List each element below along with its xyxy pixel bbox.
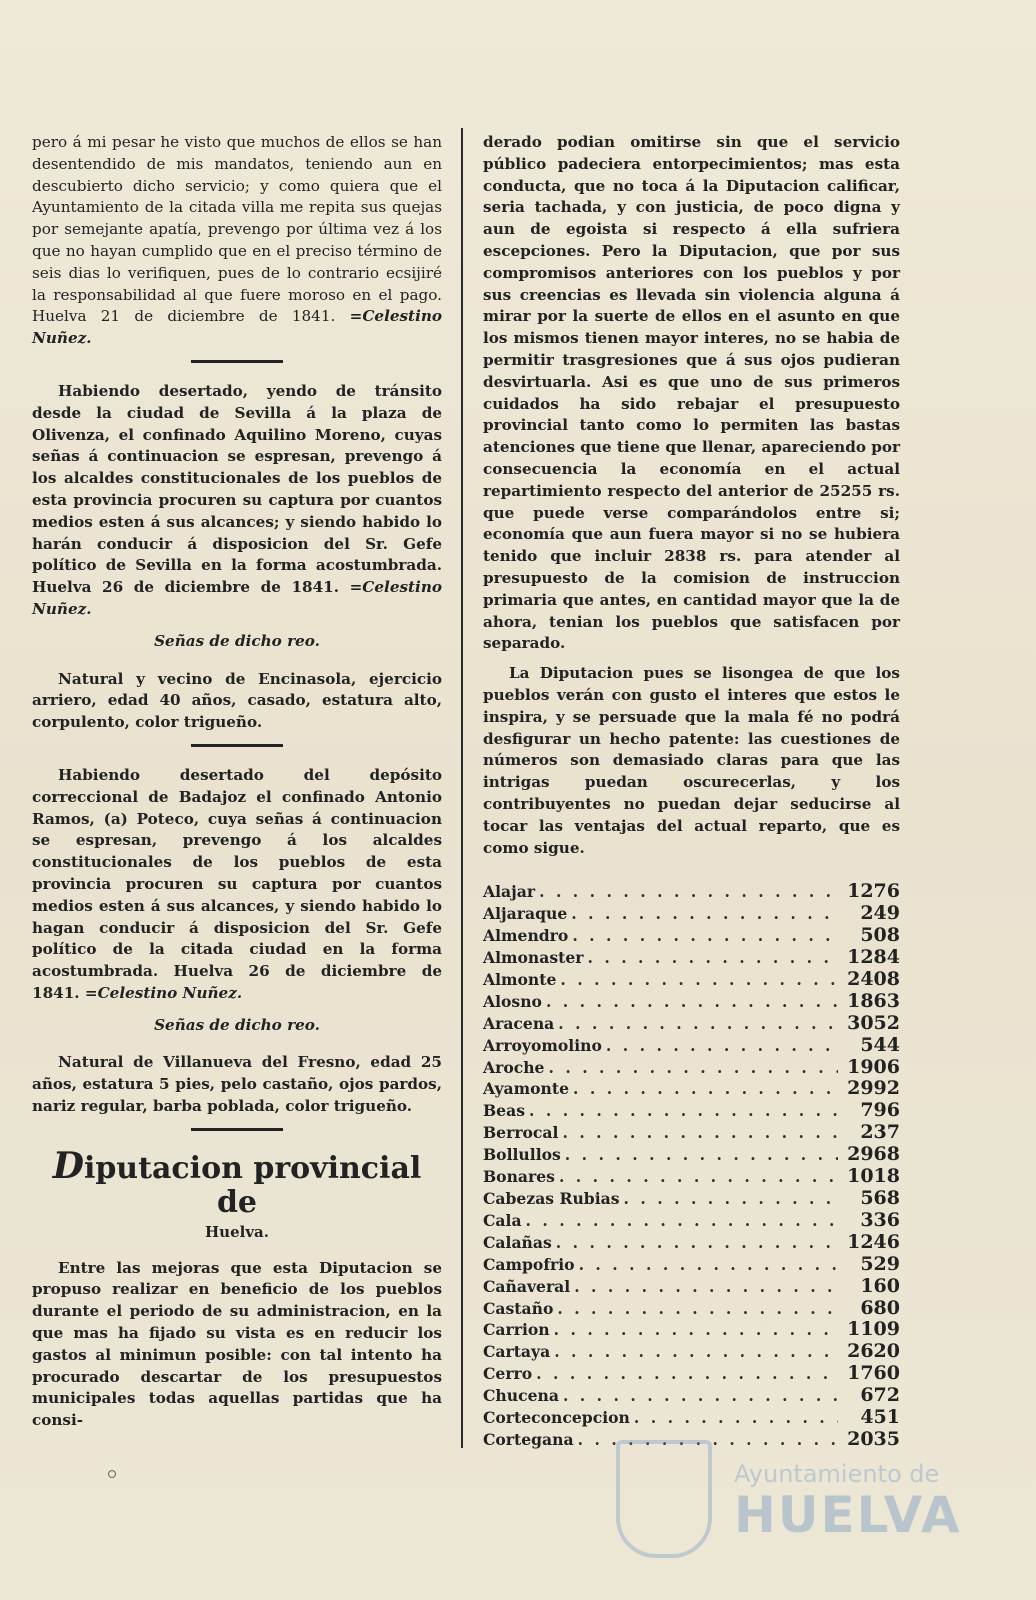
table-row (483, 1100, 900, 1122)
town-value: 672 (860, 1384, 900, 1407)
table-row (483, 1210, 900, 1232)
table-row (483, 925, 900, 947)
table-row (483, 1276, 900, 1298)
paragraph: La Diputacion pues se lisongea de que los pueblos verán con gusto el interes que estos le inspira, y se persuade que la mala fé no podrá desfigurar un hecho patente: las cuestiones de números son demasiado claras para que las intrigas puedan oscurecerlas, y los contribuyentes no puedan dejar seducirse al tocar las ventajas del actual reparto, que es como sigue. (483, 664, 900, 857)
town-value: 544 (860, 1033, 900, 1056)
leader-dots (571, 903, 838, 925)
town-value: 508 (860, 924, 900, 947)
leader-dots (548, 1057, 838, 1079)
town-name: Berrocal (483, 1123, 559, 1143)
table-row (483, 1078, 900, 1100)
town-value: 2035 (847, 1427, 900, 1450)
signature: =Celestino Nuñez. (84, 983, 243, 1002)
town-value: 3052 (847, 1011, 900, 1034)
leader-dots (539, 881, 838, 903)
table-row (483, 1298, 900, 1320)
town-name: Campofrio (483, 1254, 575, 1274)
leader-dots (536, 1363, 838, 1385)
town-name: Carrion (483, 1320, 550, 1340)
heading-initial: D (52, 1144, 84, 1187)
town-value: 680 (860, 1296, 900, 1319)
table-row (483, 1144, 900, 1166)
paragraph: Entre las mejoras que esta Diputacion se propuso realizar en beneficio de los pueblos durante el periodo de su administracion, en la que mas ha fijado su vista es en reducir los gastos al minimun posible: con tal intento ha procurado descartar de los presupuestos municipales todas aquellas partidas que ha consi- (32, 1258, 442, 1430)
table-row (483, 1035, 900, 1057)
town-name: Ayamonte (483, 1079, 569, 1099)
section-rule (191, 1128, 283, 1131)
town-value: 237 (860, 1121, 900, 1144)
town-name: Calañas (483, 1232, 552, 1252)
paragraph: Habiendo desertado, yendo de tránsito desde la ciudad de Sevilla á la plaza de Olivenza, el confinado Aquilino Moreno, cuyas señas á continuacion se espresan, prevengo á los alcaldes constitucionales de los pueblos de esta provincia procuren su captura por cuantos medios esten á sus alcances; y siendo habido lo harán conducir á disposicion del Sr. Gefe político de Sevilla en la forma acostumbrada. Huelva 26 de diciembre de 1841. =Celestino Nuñez. (32, 381, 442, 618)
town-name: Chucena (483, 1386, 559, 1406)
table-row (483, 1232, 900, 1254)
leader-dots (559, 1166, 838, 1188)
town-value: 1246 (847, 1230, 900, 1253)
leader-dots (558, 1013, 838, 1035)
table-row (483, 1188, 900, 1210)
town-name: Corteconcepcion (483, 1408, 630, 1428)
watermark-top: Ayuntamiento de (734, 1460, 940, 1488)
section-heading: Diputacion provincial de (52, 1144, 422, 1220)
town-name: Bonares (483, 1167, 555, 1187)
section-rule (191, 744, 283, 747)
signature: =Celestino Nuñez. (32, 307, 443, 348)
town-value: 1906 (847, 1055, 900, 1078)
subheading: Señas de dicho reo. (154, 631, 320, 650)
town-name: Cabezas Rubias (483, 1188, 620, 1208)
leader-dots (573, 1078, 838, 1100)
leader-dots (560, 969, 838, 991)
town-value: 1018 (847, 1165, 900, 1188)
town-name: Almonaster (483, 948, 584, 968)
right-column (483, 132, 900, 1451)
town-name: Castaño (483, 1298, 554, 1318)
paragraph: pero á mi pesar he visto que muchos de ellos se han desentendido de mis mandatos, teniendo aun en descubierto dicho servicio; y como quiera que el Ayuntamiento de la citada villa me repita sus quejas por semejante apatía, prevengo por última vez á los que no hayan cumplido que en el preciso término de seis dias lo verifiquen, pues de lo contrario ecsijiré la responsabilidad al que fuere moroso en el pago. Huelva 21 de diciembre de 1841. =Celestino Nuñez. (32, 133, 443, 348)
leader-dots (579, 1254, 838, 1276)
town-name: Beas (483, 1101, 525, 1121)
town-value: 2992 (847, 1077, 900, 1100)
leader-dots (526, 1210, 838, 1232)
leader-dots (572, 925, 838, 947)
paragraph: Habiendo desertado del depósito correccional de Badajoz el confinado Antonio Ramos, (a) Poteco, cuya señas á continuacion se espresan, prevengo á los alcaldes constitucionales de los pueblos de esta provincia procuren su captura por cuantos medios esten á sus alcances, y siendo habido lo hagan conducir á disposicion del Sr. Gefe político de la citada ciudad en la forma acostumbrada. Huelva 26 de diciembre de 1841. =Celestino Nuñez. (32, 765, 442, 1002)
leader-dots (562, 1122, 838, 1144)
town-name: Alajar (483, 882, 536, 902)
town-value: 568 (860, 1186, 900, 1209)
leader-dots (606, 1035, 838, 1057)
table-row (483, 903, 900, 925)
section-rule (191, 360, 283, 363)
town-value: 249 (860, 902, 900, 925)
leader-dots (634, 1407, 838, 1429)
signature: =Celestino Nuñez. (32, 578, 442, 618)
table-row (483, 881, 900, 903)
leader-dots (554, 1341, 838, 1363)
town-name: Arroyomolino (483, 1035, 602, 1055)
leader-dots (574, 1276, 838, 1298)
paragraph: Natural y vecino de Encinasola, ejercicio arriero, edad 40 años, casado, estatura alto, corpulento, color trigueño. (32, 669, 442, 732)
table-row (483, 969, 900, 991)
watermark (616, 1440, 962, 1560)
table-row (483, 947, 900, 969)
paragraph: Natural de Villanueva del Fresno, edad 25 años, estatura 5 pies, pelo castaño, ojos pardos, nariz regular, barba poblada, color trigueño. (32, 1053, 442, 1116)
table-row (483, 1254, 900, 1276)
town-value: 2968 (847, 1143, 900, 1166)
leader-dots (546, 991, 838, 1013)
table-row (483, 1013, 900, 1035)
town-value: 796 (860, 1099, 900, 1122)
left-column (32, 132, 442, 1440)
circle-mark (108, 1470, 116, 1478)
town-value: 1284 (847, 946, 900, 969)
leader-dots (554, 1319, 838, 1341)
table-row (483, 1166, 900, 1188)
section-subheading: Huelva. (205, 1222, 269, 1241)
paragraph: derado podian omitirse sin que el servicio público padeciera entorpecimientos; mas esta conducta, que no toca á la Diputacion calificar, seria tachada, y con justicia, de poco digna y aun de egoista si respecto á ella sufriera escepciones. Pero la Diputacion, que por sus compromisos anteriores con los pueblos y por sus creencias es llevada sin violencia alguna á mirar por la suerte de ellos en el asunto en que los mismos tienen mayor interes, no se habia de permitir trasgresiones que á sus ojos pudieran desvirtuarla. Asi es que uno de sus primeros cuidados ha sido rebajar el presupuesto provincial tanto como lo permiten las bastas atenciones que tiene que llenar, apareciendo por consecuencia la economía en el actual repartimiento respecto del anterior de 25255 rs. que puede verse comparándolos entre si; economía que aun fuera mayor si no se hubiera tenido que incluir 2838 rs. para atender al presupuesto de la comision de instruccion primaria que antes, en cantidad mayor que la de ahora, tenian los pueblos que satisfacen por separado. (483, 133, 900, 653)
watermark-main: HUELVA (734, 1486, 962, 1544)
town-name: Alosno (483, 991, 542, 1011)
town-value: 1276 (847, 880, 900, 903)
town-value: 451 (860, 1406, 900, 1429)
town-name: Bollullos (483, 1145, 561, 1165)
town-name: Cañaveral (483, 1276, 571, 1296)
leader-dots (624, 1188, 838, 1210)
shield-icon (616, 1440, 712, 1558)
town-name: Aracena (483, 1013, 555, 1033)
table-row (483, 1407, 900, 1429)
town-name: Almendro (483, 926, 569, 946)
table-row (483, 1319, 900, 1341)
table-row (483, 1385, 900, 1407)
town-value: 529 (860, 1252, 900, 1275)
leader-dots (529, 1100, 838, 1122)
town-table (483, 881, 900, 1451)
table-row (483, 991, 900, 1013)
table-row (483, 1122, 900, 1144)
leader-dots (587, 947, 838, 969)
leader-dots (557, 1298, 838, 1320)
leader-dots (565, 1144, 838, 1166)
town-value: 2620 (847, 1340, 900, 1363)
town-name: Almonte (483, 969, 557, 989)
table-row (483, 1057, 900, 1079)
town-name: Cortegana (483, 1429, 574, 1449)
table-row (483, 1363, 900, 1385)
town-value: 2408 (847, 967, 900, 990)
town-name: Cartaya (483, 1342, 551, 1362)
subheading: Señas de dicho reo. (154, 1015, 320, 1034)
town-name: Aroche (483, 1057, 545, 1077)
table-row (483, 1341, 900, 1363)
leader-dots (563, 1385, 838, 1407)
town-name: Cerro (483, 1364, 533, 1384)
town-name: Aljaraque (483, 904, 568, 924)
town-value: 1863 (847, 989, 900, 1012)
town-value: 1109 (847, 1318, 900, 1341)
town-value: 160 (860, 1274, 900, 1297)
leader-dots (556, 1232, 838, 1254)
town-name: Cala (483, 1210, 522, 1230)
column-divider (461, 128, 463, 1448)
town-value: 1760 (847, 1362, 900, 1385)
town-value: 336 (860, 1208, 900, 1231)
